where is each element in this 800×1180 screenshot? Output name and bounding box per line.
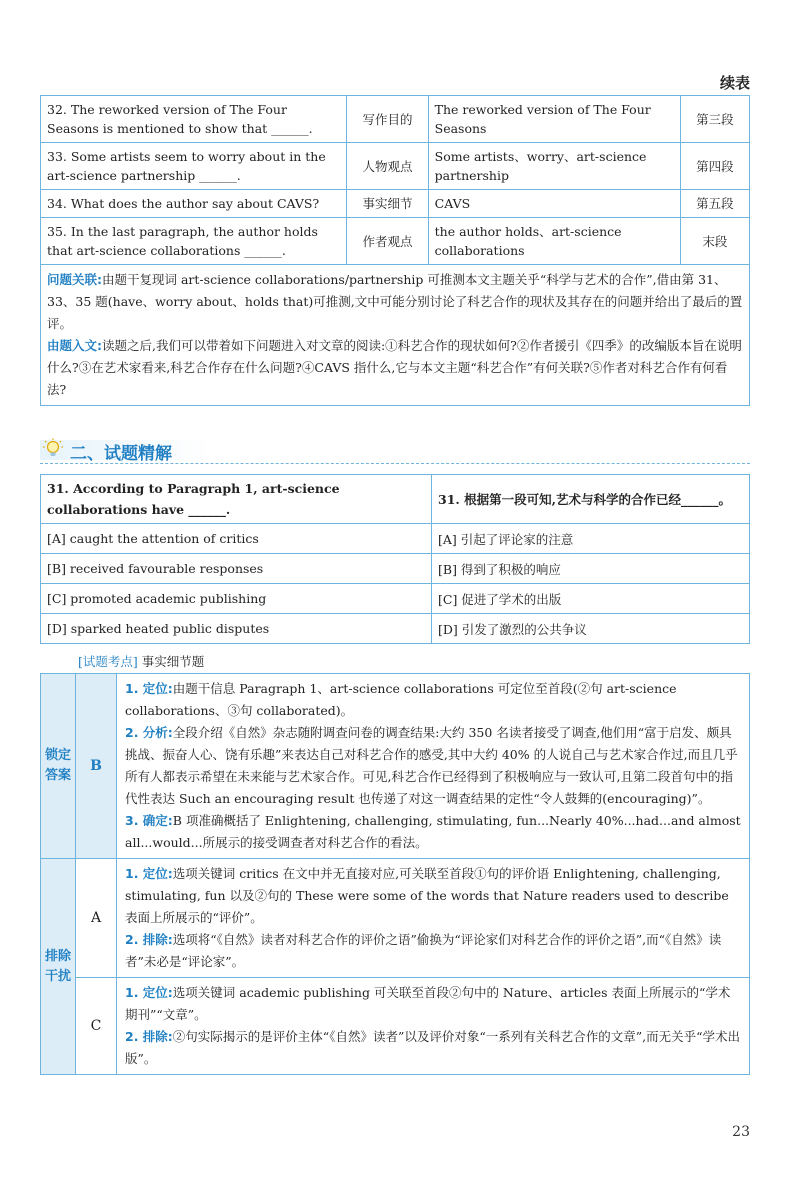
step-label: 2. 排除: — [125, 1029, 173, 1044]
option-en: [B] received favourable responses — [41, 554, 432, 584]
exclusion-row — [41, 978, 750, 1075]
question-table — [40, 474, 750, 644]
answer-table — [40, 673, 750, 1075]
notes-row — [41, 265, 750, 406]
option-zh: [B] 得到了积极的响应 — [432, 554, 750, 584]
notes-cell — [41, 265, 750, 406]
option-en: [C] promoted academic publishing — [41, 584, 432, 614]
key-point — [78, 652, 204, 670]
exclusion-letter: A — [76, 859, 117, 978]
option-row — [41, 554, 750, 584]
page-number: 23 — [732, 1124, 750, 1140]
answer-row — [41, 674, 750, 859]
paragraph-cell: 第四段 — [680, 143, 749, 190]
step-label: 1. 定位: — [125, 866, 173, 881]
option-zh: [D] 引发了激烈的公共争议 — [432, 614, 750, 644]
section-title: 二、试题精解 — [70, 444, 172, 464]
exclusion-explanation — [117, 978, 750, 1075]
option-en: [D] sparked heated public disputes — [41, 614, 432, 644]
table-row — [41, 143, 750, 190]
exclusion-row — [41, 859, 750, 978]
note-text: 读题之后,我们可以带着如下问题进入对文章的阅读:①科艺合作的现状如何?②作者援引《四季》的改编版本旨在说明什么?③在艺术家看来,科艺合作存在什么问题?④CAVS 指什么,它与本文主题“科艺合作”有何关联?⑤作者对科艺合作有何看法? — [47, 338, 742, 397]
key-point-value: 事实细节题 — [141, 654, 205, 669]
answer-letter: B — [76, 674, 117, 859]
lightbulb-icon — [42, 438, 64, 460]
step-label: 2. 排除: — [125, 932, 173, 947]
section-divider — [40, 463, 750, 464]
question-cell: 33. Some artists seem to worry about in the art-science partnership ______. — [41, 143, 347, 190]
continued-label: 续表 — [719, 74, 750, 92]
option-en: [A] caught the attention of critics — [41, 524, 432, 554]
exclusion-step — [125, 863, 741, 929]
option-zh: [A] 引起了评论家的注意 — [432, 524, 750, 554]
option-row — [41, 524, 750, 554]
exclusion-step — [125, 929, 741, 973]
exclusion-letter: C — [76, 978, 117, 1075]
table-row — [41, 190, 750, 218]
answer-step — [125, 810, 741, 854]
answer-step — [125, 722, 741, 810]
table-row — [41, 96, 750, 143]
keyword-cell: the author holds、art-science collaborations — [428, 218, 680, 265]
key-point-label: [试题考点] — [78, 654, 138, 669]
type-cell: 作者观点 — [347, 218, 428, 265]
section-header — [40, 436, 750, 464]
option-zh: [C] 促进了学术的出版 — [432, 584, 750, 614]
exclusion-step — [125, 1026, 741, 1070]
step-text: ②句实际揭示的是评价主体“《自然》读者”以及评价对象“一系列有关科艺合作的文章”,而无关乎“学术出版”。 — [125, 1029, 740, 1066]
step-label: 3. 确定: — [125, 813, 173, 828]
answer-step — [125, 678, 741, 722]
paragraph-cell: 第五段 — [680, 190, 749, 218]
keyword-cell: The reworked version of The Four Seasons — [428, 96, 680, 143]
keyword-cell: Some artists、worry、art-science partnership — [428, 143, 680, 190]
step-text: 选项将“《自然》读者对科艺合作的评价之语”偷换为“评论家们对科艺合作的评价之语”,而“《自然》读者”未必是“评论家”。 — [125, 932, 722, 969]
note-label: 由题入文: — [47, 338, 102, 353]
exclusion-explanation — [117, 859, 750, 978]
answer-explanation — [117, 674, 750, 859]
option-row — [41, 614, 750, 644]
question-cell: 34. What does the author say about CAVS? — [41, 190, 347, 218]
step-label: 1. 定位: — [125, 985, 173, 1000]
note-question-link — [47, 269, 743, 335]
option-row — [41, 584, 750, 614]
type-cell: 写作目的 — [347, 96, 428, 143]
paragraph-cell: 末段 — [680, 218, 749, 265]
question-stem-row — [41, 475, 750, 524]
paragraph-cell: 第三段 — [680, 96, 749, 143]
step-text: B 项准确概括了 Enlightening, challenging, stimulating, fun...Nearly 40%...had...and almost all...would...所展示的接受调查者对科艺合作的看法。 — [125, 813, 741, 850]
step-text: 选项关键词 critics 在文中并无直接对应,可关联至首段①句的评价语 Enlightening, challenging, stimulating, fun 以及②句的 These were some of the words that Nature readers used to describe 表面上所展示的“评价”。 — [125, 866, 729, 925]
note-label: 问题关联: — [47, 272, 102, 287]
step-label: 1. 定位: — [125, 681, 173, 696]
question-cell: 35. In the last paragraph, the author holds that art-science collaborations ______. — [41, 218, 347, 265]
lock-answer-label: 锁定答案 — [41, 674, 76, 859]
step-label: 2. 分析: — [125, 725, 173, 740]
exclusion-step — [125, 982, 741, 1026]
step-text: 全段介绍《自然》杂志随附调查问卷的调查结果:大约 350 名读者接受了调查,他们用“富于启发、颇具挑战、振奋人心、饶有乐趣”来表达自己对科艺合作的感受,其中大约 40% 的人说自己与艺术家合作过,而且几乎所有人都表示希望在未来能与艺术家合作。可见,科艺合作已经得到了积极响应与一致认可,且第二段首句中的指代性表达 Such an encouraging result 也传递了对这一调查结果的定性“令人鼓舞的(encouraging)”。 — [125, 725, 738, 806]
question-cell: 32. The reworked version of The Four Seasons is mentioned to show that ______. — [41, 96, 347, 143]
note-question-to-text — [47, 335, 743, 401]
table-row — [41, 218, 750, 265]
note-text: 由题干复现词 art-science collaborations/partnership 可推测本文主题关乎“科学与艺术的合作”,借由第 31、33、35 题(have、worry about、holds that)可推测,文中可能分别讨论了科艺合作的现状及其存在的问题并给出了最后的置评。 — [47, 272, 743, 331]
keyword-cell: CAVS — [428, 190, 680, 218]
analysis-table — [40, 95, 750, 406]
type-cell: 人物观点 — [347, 143, 428, 190]
question-stem-en: 31. According to Paragraph 1, art-science collaborations have ______. — [41, 475, 432, 524]
question-stem-zh: 31. 根据第一段可知,艺术与科学的合作已经______。 — [432, 475, 750, 524]
exclude-label: 排除干扰 — [41, 859, 76, 1075]
step-text: 选项关键词 academic publishing 可关联至首段②句中的 Nature、articles 表面上所展示的“学术期刊”“文章”。 — [125, 985, 731, 1022]
type-cell: 事实细节 — [347, 190, 428, 218]
step-text: 由题干信息 Paragraph 1、art-science collaborations 可定位至首段(②句 art-science collaborations、③句 collaborated)。 — [125, 681, 677, 718]
